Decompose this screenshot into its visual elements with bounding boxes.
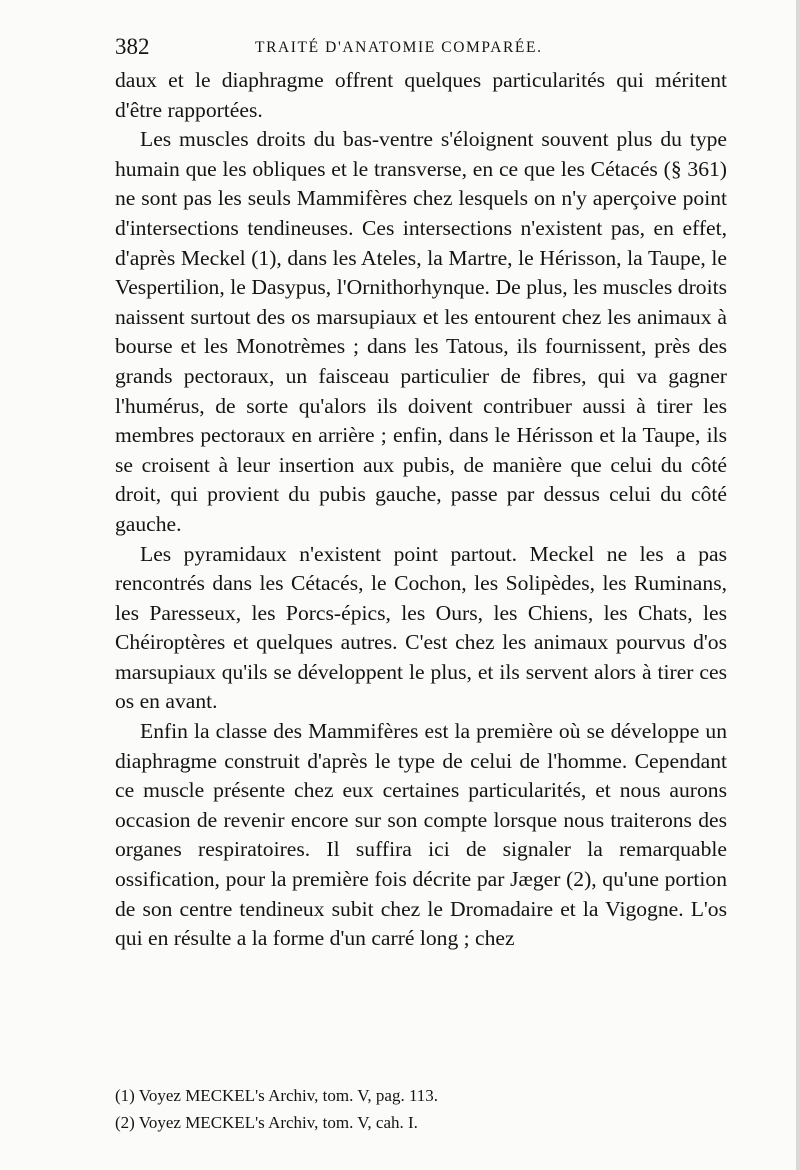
paragraph-pyramidaux: Les pyramidaux n'existent point partout. Meckel ne les a pas rencontrés dans les Cétacés, le Cochon, les Solipèdes, les Ruminans, les Paresseux, les Porcs-épics, les Ours, les Chiens, les Chats, les Chéiroptères et quelques autres. C'est chez les animaux pourvus d'os marsupiaux qu'ils se développent le plus, et ils servent alors à tirer ces os en avant. bbox=[115, 541, 727, 714]
paragraph-muscles-droits: Les muscles droits du bas-ventre s'éloignent souvent plus du type humain que les obliques et le transverse, en ce que les Cétacés (§ 361) ne sont pas les seuls Mammifères chez lesquels on n'y aperçoive point d'intersections tendineuses. Ces intersections n'existent pas, en effet, d'après Meckel (1), dans les Ateles, la Martre, le Hérisson, la Taupe, le Vespertilion, le Dasypus, l'Ornithorhynque. De plus, les muscles droits naissent surtout des os marsupiaux et les entourent chez les animaux à bourse et les Monotrèmes ; dans les Tatous, ils fournissent, près des grands pectoraux, un faisceau particulier de fibres, qui va gagner l'humérus, de sorte qu'alors ils doivent contribuer aussi à tirer les membres pectoraux en arrière ; enfin, dans le Hérisson et la Taupe, ils se croisent à leur insertion aux pubis, de manière que celui du côté droit, qui provient du pubis gauche, passe par dessus celui du côté gauche. bbox=[115, 127, 727, 536]
footnote-2: (2) Voyez MECKEL's Archiv, tom. V, cah. I. bbox=[115, 1113, 418, 1132]
footnote-1: (1) Voyez MECKEL's Archiv, tom. V, pag. 113. bbox=[115, 1086, 439, 1105]
page-header bbox=[115, 34, 735, 64]
footnotes bbox=[115, 1082, 727, 1136]
paragraph-continuation: daux et le diaphragme offrent quelques particularités qui méritent d'être rapportées. bbox=[115, 68, 727, 122]
paragraph-diaphragme: Enfin la classe des Mammifères est la première où se développe un diaphragme construit d'après le type de celui de l'homme. Cependant ce muscle présente chez eux certaines particularités, et nous aurons occasion de revenir encore sur son compte lorsque nous traiterons des organes respiratoires. Il suffira ici de signaler la remarquable ossification, pour la première fois décrite par Jæger (2), qu'une portion de son centre tendineux subit chez le Dromadaire et la Vigogne. L'os qui en résulte a la forme d'un carré long ; chez bbox=[115, 719, 727, 951]
running-head: TRAITÉ D'ANATOMIE COMPARÉE. bbox=[255, 39, 543, 56]
page-edge-shadow bbox=[796, 0, 800, 1170]
page-number: 382 bbox=[115, 34, 150, 59]
footnote-separator bbox=[115, 1073, 727, 1074]
main-text bbox=[115, 66, 727, 954]
